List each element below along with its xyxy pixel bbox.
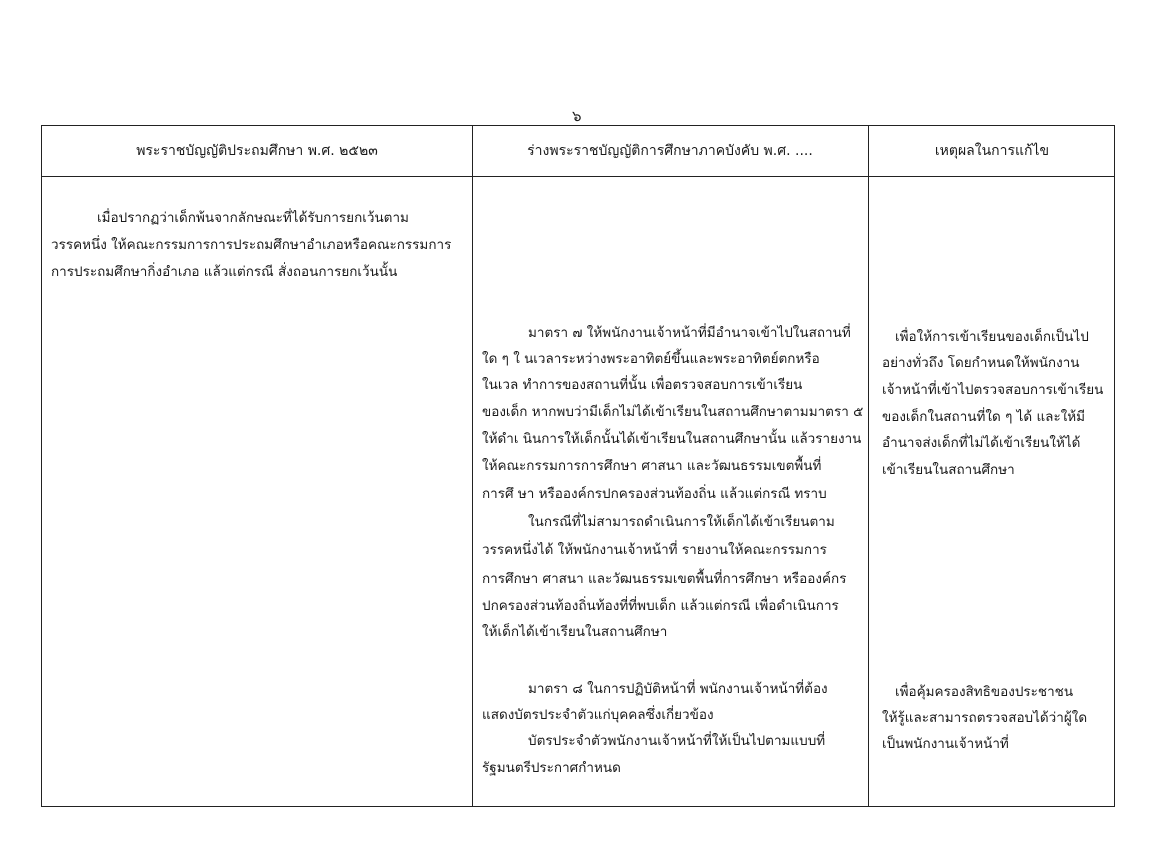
comparison-table [41,125,1115,807]
section-7-line: ใด ๆ ใ นเวลาระหว่างพระอาทิตย์ขึ้นและพระอาทิตย์ตกหรือ [482,351,820,367]
section-7-line: ในเวล ทำการของสถานที่นั้น เพื่อตรวจสอบการเข้าเรียน [482,377,803,393]
section-8-line: บัตรประจำตัวพนักงานเจ้าหน้าที่ให้เป็นไปตามแบบที่ [528,733,826,749]
section-8-line: แสดงบัตรประจำตัวแก่บุคคลซึ่งเกี่ยวข้อง [482,707,714,723]
reason-section-7-line: ของเด็กในสถานที่ใด ๆ ได้ และให้มี [882,409,1086,425]
section-7-line: การศึ ษา หรือองค์กรปกครองส่วนท้องถิ่น แล้วแต่กรณี ทราบ [482,486,827,502]
section-7-line: มาตรา ๗ ให้พนักงานเจ้าหน้าที่มีอำนาจเข้าไปในสถานที่ [528,325,851,341]
reason-section-7-line: เพื่อให้การเข้าเรียนของเด็กเป็นไป [895,329,1089,345]
section-8-line: มาตรา ๘ ในการปฏิบัติหน้าที่ พนักงานเจ้าหน้าที่ต้อง [528,681,828,697]
original-act-line: เมื่อปรากฏว่าเด็กพ้นจากลักษณะที่ได้รับการยกเว้นตาม [97,210,409,226]
section-7-line: ในกรณีที่ไม่สามารถดำเนินการให้เด็กได้เข้าเรียนตาม [528,514,835,530]
section-8-line: รัฐมนตรีประกาศกำหนด [482,760,621,776]
header-amendment-reason: เหตุผลในการแก้ไข [934,143,1050,159]
reason-section-7-line: อำนาจส่งเด็กที่ไม่ได้เข้าเรียนให้ได้ [882,435,1081,451]
section-7-line: การศึกษา ศาสนา และวัฒนธรรมเขตพื้นที่การศึกษา หรือองค์กร [482,571,847,587]
header-divider [42,176,1114,177]
header-draft-act: ร่างพระราชบัญญัติการศึกษาภาคบังคับ พ.ศ. .... [527,143,813,159]
column-divider [868,126,869,806]
reason-section-7-line: เจ้าหน้าที่เข้าไปตรวจสอบการเข้าเรียน [882,382,1104,398]
page-number: ๖ [572,107,582,125]
section-7-line: ให้คณะกรรมการการศึกษา ศาสนา และวัฒนธรรมเขตพื้นที่ [482,458,822,474]
section-7-line: ให้เด็กได้เข้าเรียนในสถานศึกษา [482,624,668,640]
reason-section-8-line: เพื่อคุ้มครองสิทธิของประชาชน [895,684,1074,700]
section-7-line: วรรคหนึ่งได้ ให้พนักงานเจ้าหน้าที่ รายงานให้คณะกรรมการ [482,542,827,558]
reason-section-7-line: อย่างทั่วถึง โดยกำหนดให้พนักงาน [882,355,1080,371]
reason-section-8-line: ให้รู้และสามารถตรวจสอบได้ว่าผู้ใด [882,710,1088,726]
section-7-line: ปกครองส่วนท้องถิ่นท้องที่ที่พบเด็ก แล้วแต่กรณี เพื่อดำเนินการ [482,598,839,614]
reason-section-8-line: เป็นพนักงานเจ้าหน้าที่ [882,736,1009,752]
column-divider [472,126,473,806]
reason-section-7-line: เข้าเรียนในสถานศึกษา [882,462,1015,478]
header-original-act: พระราชบัญญัติประถมศึกษา พ.ศ. ๒๕๒๓ [136,143,378,159]
section-7-line: ให้ดำเ นินการให้เด็กนั้นได้เข้าเรียนในสถานศึกษานั้น แล้วรายงาน [482,431,862,447]
original-act-line: การประถมศึกษากิ่งอำเภอ แล้วแต่กรณี สั่งถอนการยกเว้นนั้น [51,264,398,280]
original-act-line: วรรคหนึ่ง ให้คณะกรรมการการประถมศึกษาอำเภอหรือคณะกรรมการ [51,237,452,253]
section-7-line: ของเด็ก หากพบว่ามีเด็กไม่ได้เข้าเรียนในสถานศึกษาตามมาตรา ๕ [482,404,864,420]
